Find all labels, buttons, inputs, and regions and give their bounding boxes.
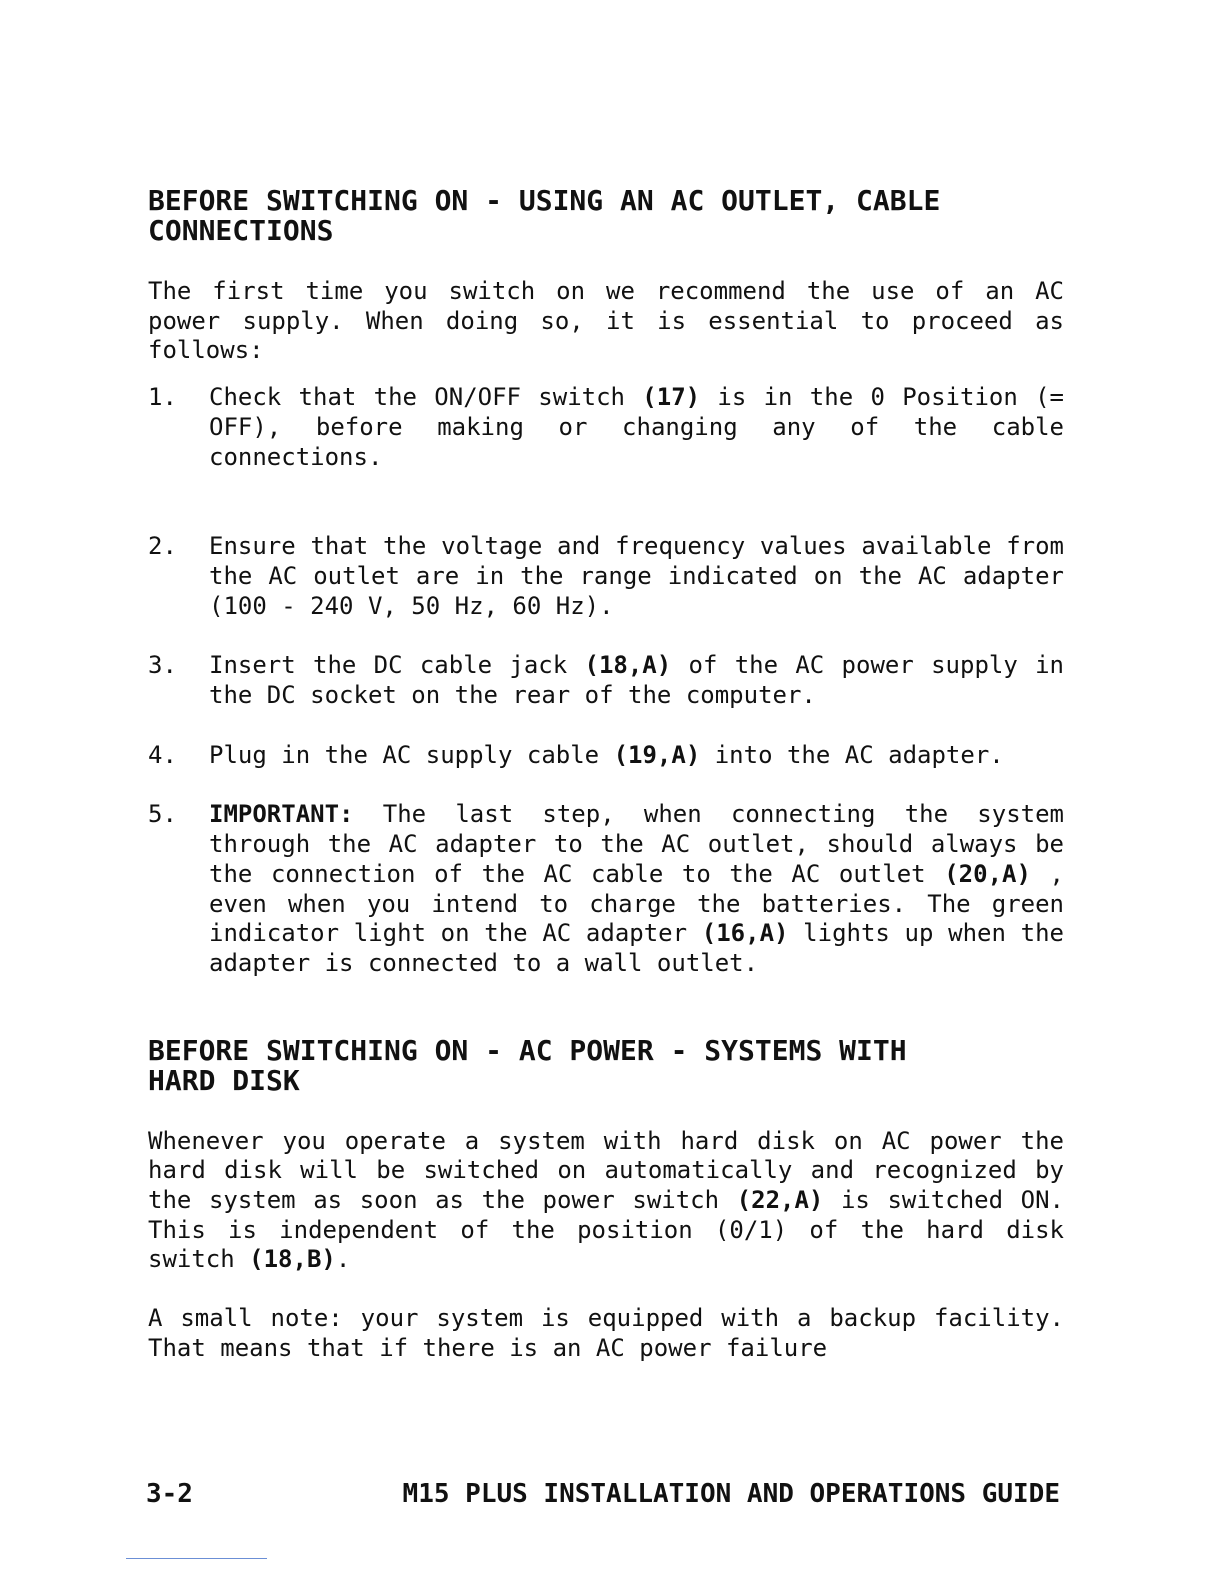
important-label: IMPORTANT: xyxy=(209,800,354,829)
step-number: 3. xyxy=(148,651,177,680)
figure-reference: (16,A) xyxy=(701,919,789,948)
section-heading-cable-connections: BEFORE SWITCHING ON - USING AN AC OUTLET, CABLE CONNECTIONS xyxy=(148,184,941,247)
step-number: 5. xyxy=(148,800,177,829)
step-text: Plug in the AC supply cable (19,A) into the AC adapter. xyxy=(209,740,1004,769)
page-footer xyxy=(146,1479,1060,1509)
list-item xyxy=(148,651,1064,710)
figure-reference: (20,A) xyxy=(944,859,1031,888)
list-item xyxy=(148,532,1064,621)
step-text: Insert the DC cable jack (18,A) of the AC power supply in the DC socket on the rear of the computer. xyxy=(209,651,1064,710)
steps-list xyxy=(148,383,1064,979)
figure-reference: (18,A) xyxy=(584,651,672,680)
intro-paragraph: The first time you switch on we recommend the use of an AC power supply. When doing so, it is essential to proceed as follows: xyxy=(148,277,1064,365)
list-item xyxy=(148,383,1064,472)
figure-reference: (19,A) xyxy=(613,740,701,769)
figure-reference: (22,A) xyxy=(736,1186,824,1215)
list-item xyxy=(148,800,1064,978)
section-heading-hard-disk: BEFORE SWITCHING ON - AC POWER - SYSTEMS WITH HARD DISK xyxy=(148,1033,907,1097)
step-text: Check that the ON/OFF switch (17) is in the 0 Position (= OFF), before making or changing any of the cable connections. xyxy=(209,383,1064,471)
step-text: IMPORTANT: The last step, when connecting the system through the AC adapter to the AC outlet, should always be the connection of the AC cable to the AC outlet (20,A) , even when you intend to charge the batteries. The green indicator light on the AC adapter (16,A) lights up when the adapter is connected to a wall outlet. xyxy=(209,800,1065,977)
step-number: 4. xyxy=(148,740,177,769)
step-text: Ensure that the voltage and frequency values available from the AC outlet are in the range indicated on the AC adapter (100 - 240 V, 50 Hz, 60 Hz). xyxy=(209,532,1064,620)
hard-disk-paragraph: Whenever you operate a system with hard disk on AC power the hard disk will be switched on automatically and recognized by the system as soon as the power switch (22,A) is switched ON. This is independent of the position (0/1) of the hard disk switch (18,B). xyxy=(148,1126,1064,1274)
page-content xyxy=(148,186,1064,1364)
figure-reference: (18,B) xyxy=(249,1245,336,1274)
figure-reference: (17) xyxy=(642,383,701,412)
page-number: 3-2 xyxy=(146,1479,193,1509)
step-number: 2. xyxy=(148,532,177,561)
bottom-divider xyxy=(126,1558,267,1559)
guide-title: M15 PLUS INSTALLATION AND OPERATIONS GUIDE xyxy=(402,1479,1060,1509)
list-item xyxy=(148,741,1064,771)
step-number: 1. xyxy=(148,383,177,412)
backup-note-paragraph: A small note: your system is equipped with a backup facility. That means that if there is an AC power failure xyxy=(148,1304,1064,1362)
